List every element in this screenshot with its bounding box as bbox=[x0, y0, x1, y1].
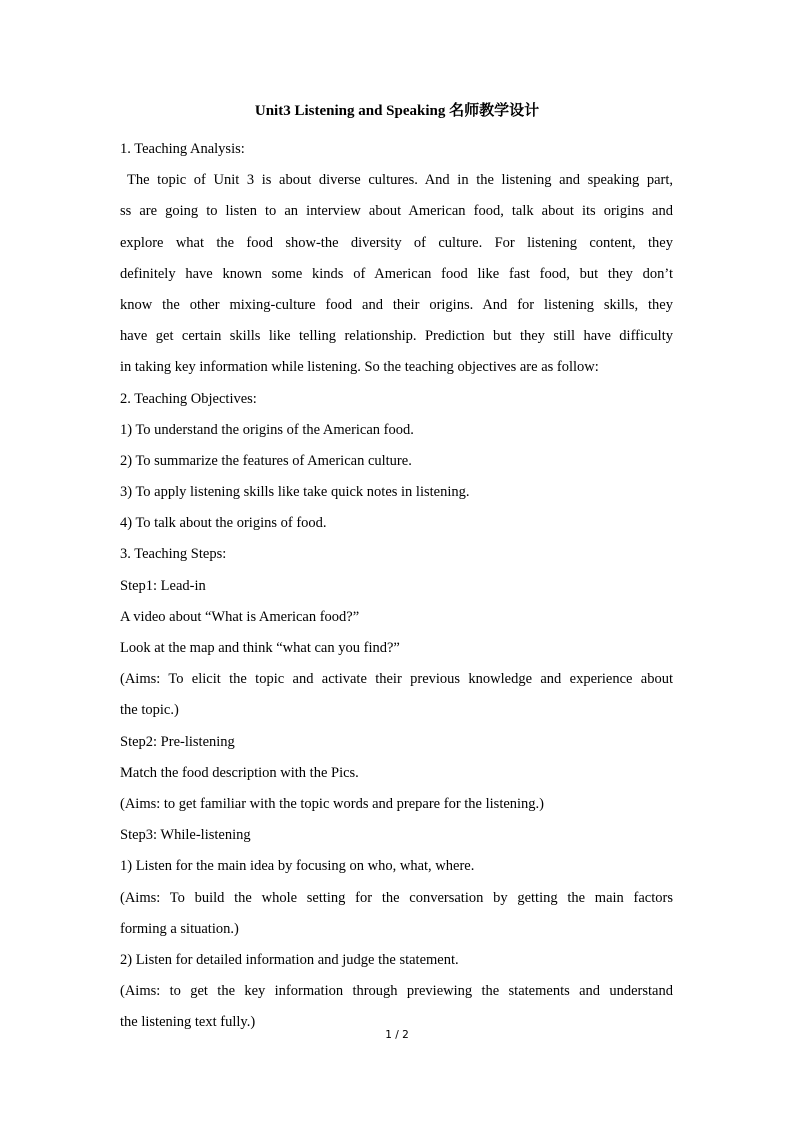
page-number: 1 / 2 bbox=[385, 1029, 409, 1041]
aims-line: forming a situation.) bbox=[120, 920, 239, 937]
aims-line: (Aims: to get the key information through previewing the statements and understand bbox=[120, 983, 673, 1000]
step-heading: Step3: While-listening bbox=[120, 827, 251, 844]
paragraph-line: in taking key information while listening. So the teaching objectives are as follow: bbox=[120, 359, 599, 376]
document-title: Unit3 Listening and Speaking 名师教学设计 bbox=[254, 103, 540, 119]
step-line: Look at the map and think “what can you find?” bbox=[120, 640, 400, 656]
step-heading: Step2: Pre-listening bbox=[120, 733, 235, 750]
paragraph-line: ss are going to listen to an interview about American food, talk about its origins and bbox=[120, 203, 673, 220]
objective-item: 2) To summarize the features of American culture. bbox=[120, 452, 412, 469]
step-heading: Step1: Lead-in bbox=[120, 577, 206, 594]
heading-teaching-objectives: 2. Teaching Objectives: bbox=[120, 390, 257, 407]
paragraph-line: explore what the food show-the diversity of culture. For listening content, they bbox=[120, 234, 673, 251]
aims-line: (Aims: To elicit the topic and activate their previous knowledge and experience about bbox=[120, 671, 673, 688]
heading-teaching-steps: 3. Teaching Steps: bbox=[120, 546, 227, 563]
step-line: A video about “What is American food?” bbox=[120, 608, 360, 625]
step-line: 1) Listen for the main idea by focusing on who, what, where. bbox=[120, 858, 475, 875]
step-line: 2) Listen for detailed information and judge the statement. bbox=[120, 951, 459, 968]
paragraph-line: The topic of Unit 3 is about diverse cultures. And in the listening and speaking part, bbox=[127, 172, 673, 189]
paragraph-line: definitely have known some kinds of American food like fast food, but they don’t bbox=[120, 265, 673, 282]
objective-item: 1) To understand the origins of the American food. bbox=[120, 421, 414, 438]
aims-line: (Aims: to get familiar with the topic words and prepare for the listening.) bbox=[120, 795, 545, 812]
paragraph-line: know the other mixing-culture food and their origins. And for listening skills, they bbox=[120, 296, 673, 313]
heading-teaching-analysis: 1. Teaching Analysis: bbox=[120, 141, 245, 157]
objective-item: 4) To talk about the origins of food. bbox=[120, 515, 327, 532]
aims-line: the topic.) bbox=[120, 702, 179, 719]
step-line: Match the food description with the Pics. bbox=[120, 764, 359, 781]
objective-item: 3) To apply listening skills like take quick notes in listening. bbox=[120, 484, 470, 501]
aims-line: the listening text fully.) bbox=[120, 1014, 256, 1031]
aims-line: (Aims: To build the whole setting for the conversation by getting the main factors bbox=[120, 889, 673, 906]
document-body bbox=[120, 134, 673, 1038]
paragraph-line: have get certain skills like telling relationship. Prediction but they still have difficulty bbox=[120, 328, 673, 345]
